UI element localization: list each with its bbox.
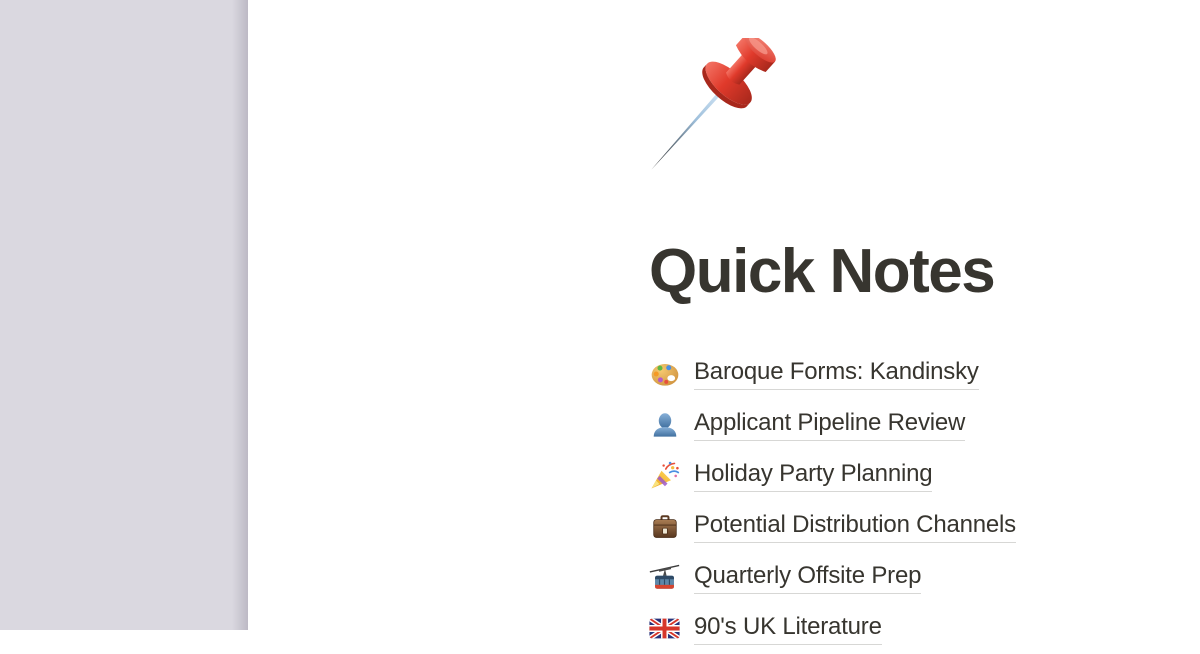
note-link-quarterly-offsite[interactable]: [648, 552, 1016, 603]
left-sidebar-panel: [0, 0, 248, 630]
note-link-uk-literature[interactable]: [648, 603, 1016, 654]
note-link-distribution-channels[interactable]: [648, 501, 1016, 552]
page-title: Quick Notes: [649, 237, 995, 306]
uk-flag-icon: [648, 612, 681, 645]
pushpin-icon: [648, 38, 780, 178]
page-content-area: [248, 0, 1200, 640]
note-link-label: Baroque Forms: Kandinsky: [694, 357, 979, 390]
note-link-holiday-party[interactable]: [648, 450, 1016, 501]
sidebar-edge-shadow: [232, 0, 248, 630]
aerial-tramway-icon: [648, 561, 681, 594]
note-link-applicant-pipeline[interactable]: [648, 399, 1016, 450]
bust-silhouette-icon: [648, 408, 681, 441]
briefcase-icon: [648, 510, 681, 543]
note-link-list: [648, 348, 1016, 654]
artist-palette-icon: [648, 357, 681, 390]
note-link-label: Applicant Pipeline Review: [694, 408, 965, 441]
note-link-label: Holiday Party Planning: [694, 459, 932, 492]
note-link-baroque-forms[interactable]: [648, 348, 1016, 399]
note-link-label: Quarterly Offsite Prep: [694, 561, 921, 594]
note-link-label: Potential Distribution Channels: [694, 510, 1016, 543]
party-popper-icon: [648, 459, 681, 492]
note-link-label: 90's UK Literature: [694, 612, 882, 645]
